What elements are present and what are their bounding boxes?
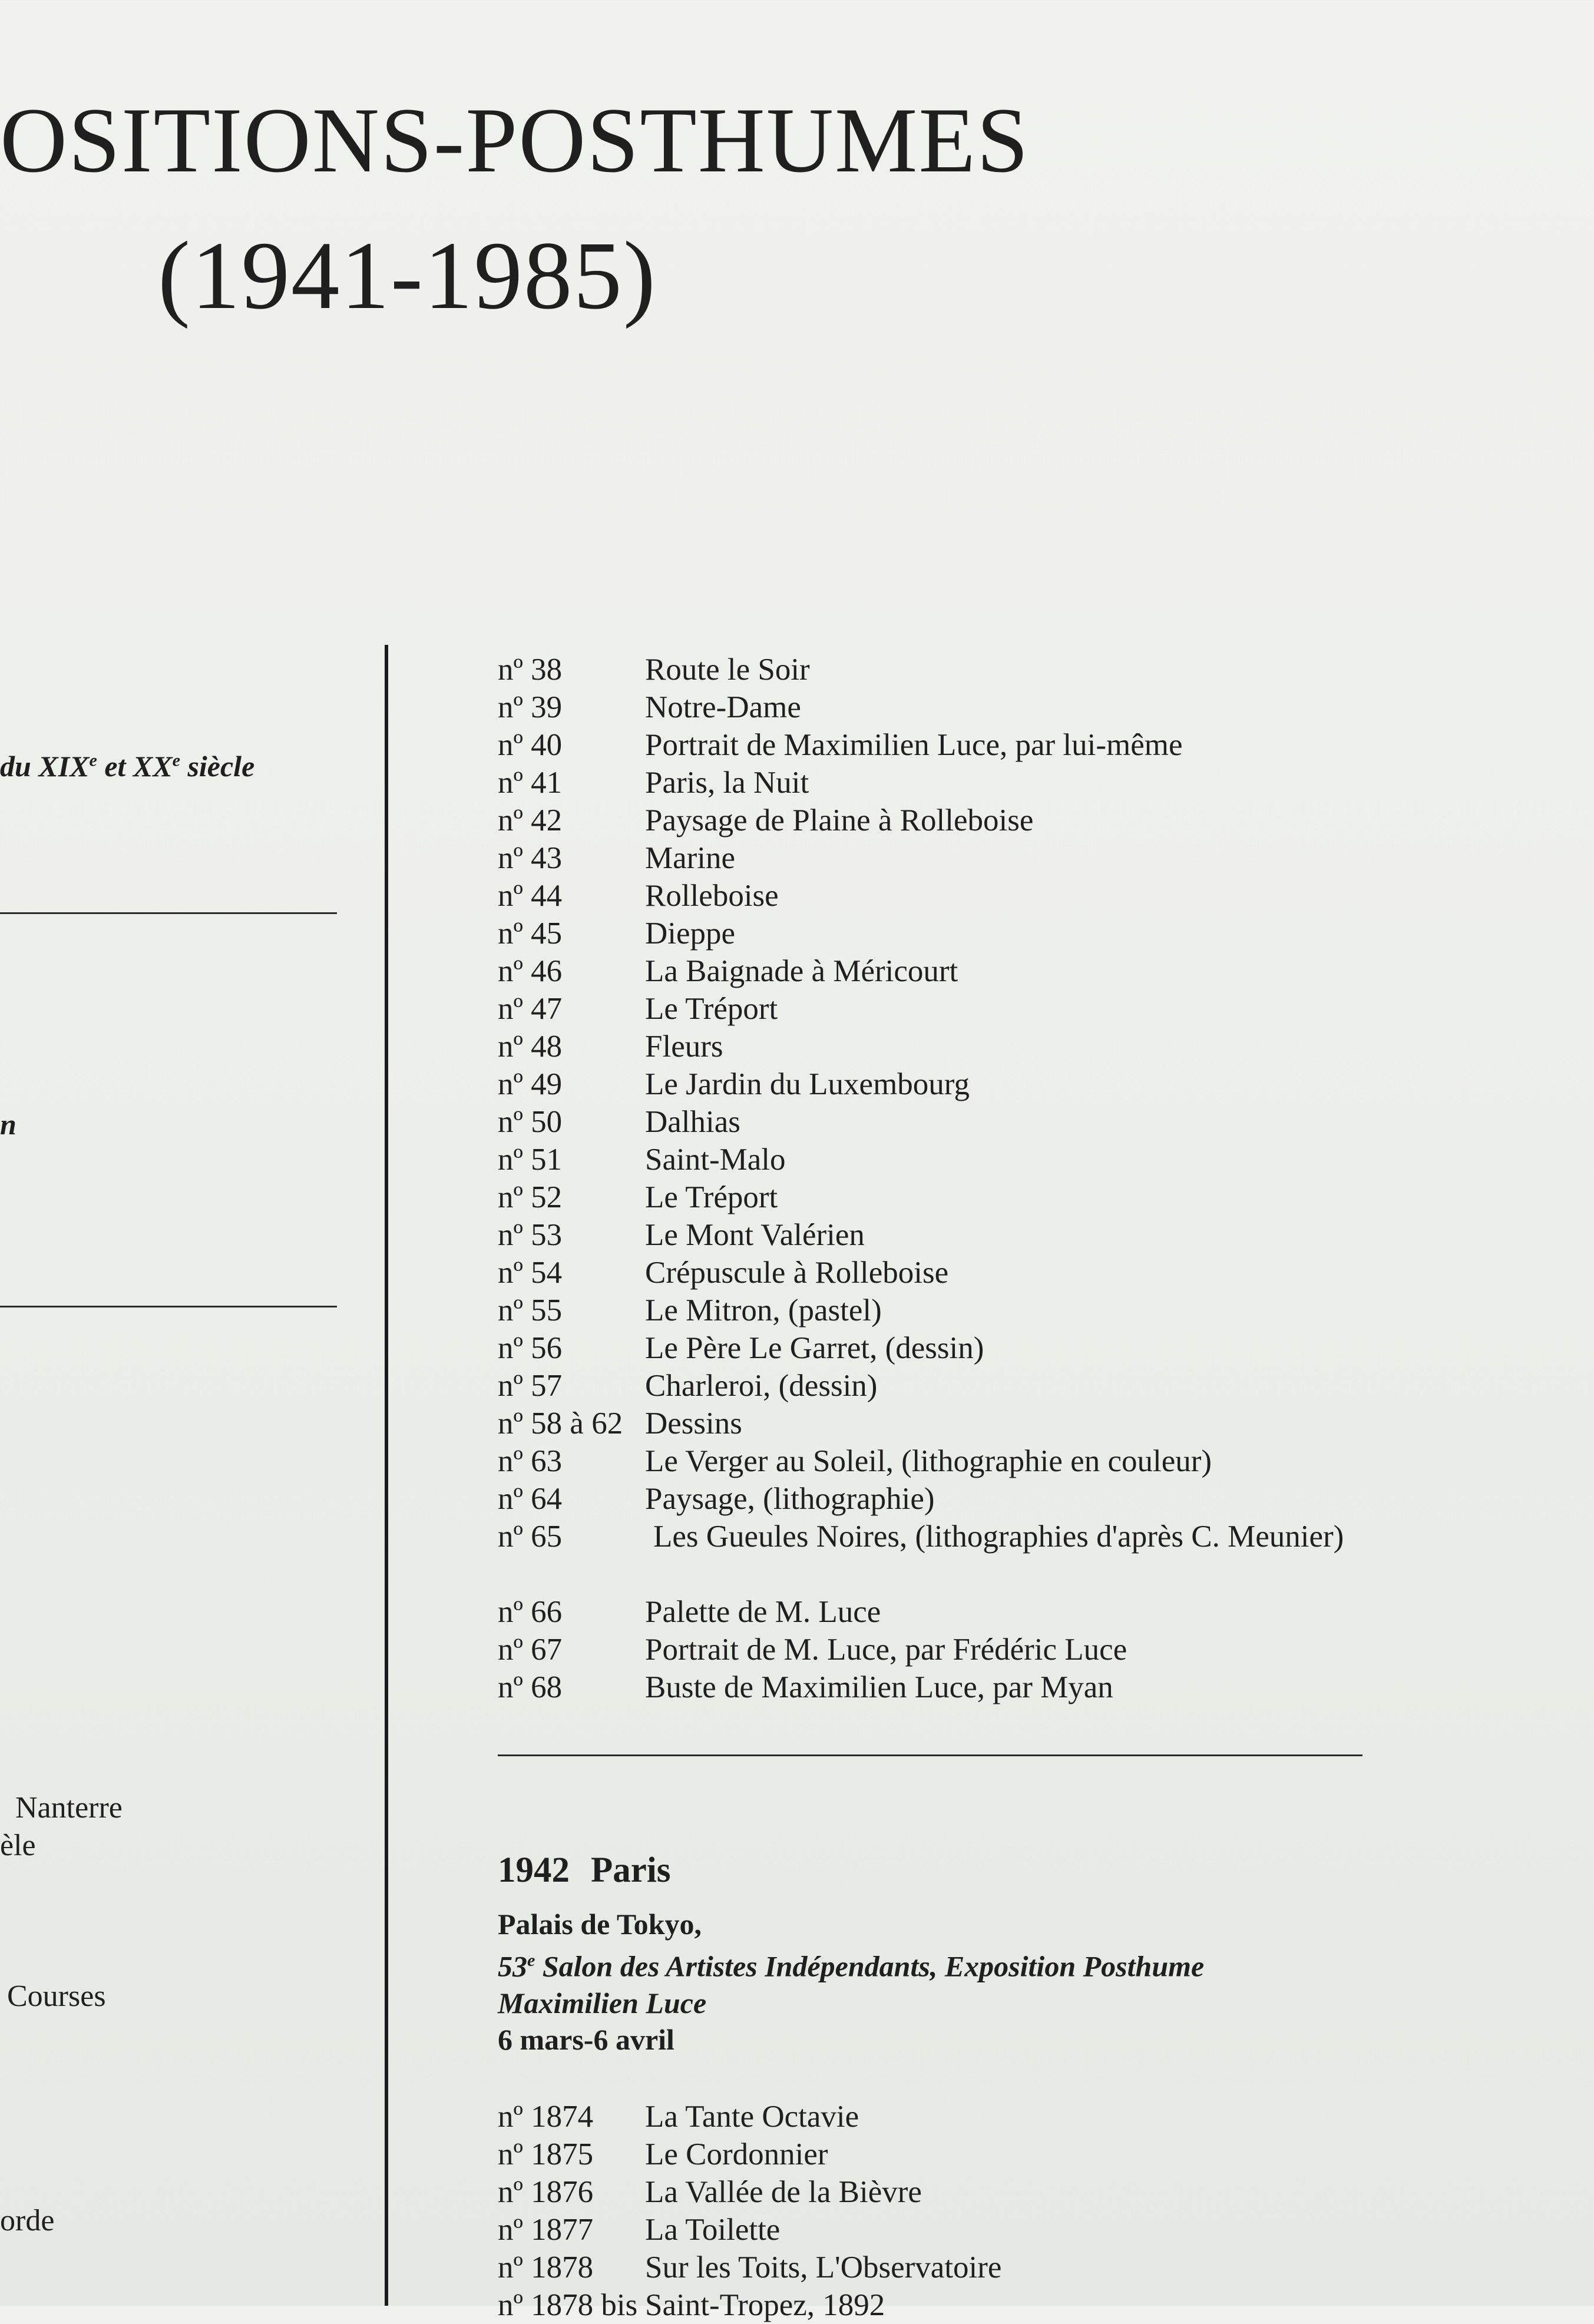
list-item: [498, 2098, 1364, 2136]
entry-number: nº 1877: [498, 2213, 594, 2247]
fragment-xix: XIX: [38, 750, 90, 783]
catalogue-list-1942: [498, 2098, 1364, 2324]
fragment-et: et: [97, 750, 133, 783]
list-item: [498, 726, 1364, 764]
list-item: [498, 764, 1364, 802]
list-item: [498, 952, 1364, 990]
entry-number: nº 66: [498, 1595, 563, 1629]
list-item: [498, 802, 1364, 839]
entry-title: Le Mitron, (pastel): [645, 1293, 882, 1327]
salon-name: Salon des Artistes Indépendants, Exposition Posthume: [535, 1949, 1205, 1983]
list-item: [498, 1631, 1364, 1668]
entry-title: Dalhias: [645, 1105, 740, 1139]
list-item: [498, 1216, 1364, 1254]
entry-number: nº 64: [498, 1482, 563, 1516]
entry-title: Les Gueules Noires, (lithographies d'après C. Meunier): [653, 1519, 1344, 1554]
entry-title: Paris, la Nuit: [645, 766, 809, 800]
entry-title: Crépuscule à Rolleboise: [645, 1256, 949, 1290]
list-item: [498, 1518, 1364, 1593]
section-year: 1942: [498, 1850, 570, 1890]
entry-title: Notre-Dame: [645, 690, 801, 724]
fragment-sup-e-2: e: [172, 750, 180, 770]
entry-number: nº 68: [498, 1670, 563, 1704]
section-dates: 6 mars-6 avril: [498, 2022, 674, 2056]
entry-number: nº 1876: [498, 2175, 594, 2209]
catalogue-list-1941: [498, 651, 1364, 1706]
list-item: [498, 1329, 1364, 1367]
list-item: [498, 2136, 1364, 2173]
entry-number: nº 40: [498, 728, 563, 762]
entry-title: Le Tréport: [645, 1180, 778, 1214]
list-item: [498, 1254, 1364, 1292]
entry-title: Sur les Toits, L'Observatoire: [645, 2250, 1002, 2285]
section-city: Paris: [591, 1850, 671, 1890]
fragment-siecle: siècle: [180, 750, 255, 783]
entry-title: Le Père Le Garret, (dessin): [645, 1331, 984, 1365]
entry-number: nº 54: [498, 1256, 563, 1290]
list-item: [498, 1442, 1364, 1480]
left-column-fragment-ele: èle: [0, 1829, 36, 1862]
entry-title: Saint-Tropez, 1892: [645, 2288, 885, 2322]
page-title-line-1: OSITIONS-POSTHUMES: [0, 89, 1030, 192]
entry-number: nº 57: [498, 1369, 563, 1403]
list-item: [498, 2286, 1364, 2324]
entry-number: nº 49: [498, 1067, 563, 1101]
entry-title: Charleroi, (dessin): [645, 1369, 878, 1403]
entry-title: Le Cordonnier: [645, 2137, 828, 2171]
left-column-fragment-century: [0, 749, 254, 783]
list-item: [498, 1103, 1364, 1141]
entry-title: Marine: [645, 841, 736, 875]
section-salon-title: [498, 1942, 1364, 1985]
entry-number: nº 55: [498, 1293, 563, 1327]
entry-title: La Tante Octavie: [645, 2100, 859, 2134]
entry-title: Paysage de Plaine à Rolleboise: [645, 803, 1034, 837]
entry-number: nº 1878: [498, 2250, 594, 2285]
entry-title: La Baignade à Méricourt: [645, 954, 958, 988]
entry-number: nº 42: [498, 803, 563, 837]
entry-number: nº 45: [498, 916, 563, 951]
entry-title: Le Verger au Soleil, (lithographie en couleur): [645, 1444, 1212, 1478]
left-column-fragment-n: n: [0, 1108, 16, 1141]
entry-number: nº 53: [498, 1218, 563, 1252]
left-column-divider-2: [0, 1306, 337, 1307]
entry-title: Portrait de M. Luce, par Frédéric Luce: [645, 1633, 1127, 1667]
column-separator: [385, 645, 388, 2306]
entry-number: nº 50: [498, 1105, 563, 1139]
entry-number: nº 41: [498, 766, 563, 800]
entry-number: nº 39: [498, 690, 563, 724]
entry-title: Le Mont Valérien: [645, 1218, 865, 1252]
list-item: [498, 688, 1364, 726]
entry-title: Paysage, (lithographie): [645, 1482, 935, 1516]
salon-ordinal-suffix: e: [527, 1951, 535, 1970]
list-item: [498, 1593, 1364, 1631]
salon-ordinal: 53: [498, 1949, 527, 1983]
list-item: [498, 1065, 1364, 1103]
list-item: [498, 915, 1364, 952]
fragment-xx: XX: [133, 750, 173, 783]
list-item: [498, 877, 1364, 915]
entry-title: Saint-Malo: [645, 1143, 786, 1177]
entry-title: Route le Soir: [645, 653, 810, 687]
list-item: [498, 1405, 1364, 1442]
left-column-divider-1: [0, 912, 337, 914]
list-item: [498, 839, 1364, 877]
left-column-fragment-nanterre: Nanterre: [15, 1791, 123, 1825]
entry-number: nº 38: [498, 653, 563, 687]
entry-number: nº 63: [498, 1444, 563, 1478]
left-column-fragment-courses: Courses: [7, 1979, 106, 2013]
exhibition-section-1942: [498, 1852, 1364, 2058]
list-item: [498, 1367, 1364, 1405]
list-item: [498, 651, 1364, 688]
list-item: [498, 1141, 1364, 1178]
entry-number: nº 1875: [498, 2137, 594, 2171]
left-column-fragment-orde: orde: [0, 2204, 55, 2237]
entry-title: Palette de M. Luce: [645, 1595, 881, 1629]
list-item: [498, 1178, 1364, 1216]
entry-title: Rolleboise: [645, 879, 779, 913]
entry-number: nº 46: [498, 954, 563, 988]
list-item: [498, 1028, 1364, 1065]
list-item: [498, 2211, 1364, 2249]
list-item: [498, 990, 1364, 1028]
entry-number: nº 52: [498, 1180, 563, 1214]
entry-number: nº 1878 bis: [498, 2288, 638, 2322]
entry-title: Le Jardin du Luxembourg: [645, 1067, 970, 1101]
section-salon-title-line-2: Maximilien Luce: [498, 1986, 707, 2020]
entry-number: nº 51: [498, 1143, 563, 1177]
entry-title: Fleurs: [645, 1029, 723, 1064]
list-item: [498, 2249, 1364, 2286]
entry-title: La Vallée de la Bièvre: [645, 2175, 922, 2209]
list-item: [498, 1668, 1364, 1706]
list-item: [498, 1480, 1364, 1518]
page-title-line-2: (1941-1985): [158, 221, 657, 329]
entry-number: nº 43: [498, 841, 563, 875]
entry-title: Dessins: [645, 1406, 742, 1441]
entry-title: Portrait de Maximilien Luce, par lui-même: [645, 728, 1183, 762]
list-item: [498, 1292, 1364, 1329]
section-venue: Palais de Tokyo,: [498, 1908, 702, 1941]
entry-title: Le Tréport: [645, 992, 778, 1026]
fragment-du: du: [0, 750, 39, 783]
entry-number: nº 1874: [498, 2100, 594, 2134]
entry-number: nº 58 à 62: [498, 1406, 623, 1441]
fragment-sup-e: e: [89, 750, 97, 770]
entry-title: La Toilette: [645, 2213, 781, 2247]
section-heading: [498, 1852, 1364, 1888]
entry-number: nº 44: [498, 879, 563, 913]
section-divider: [498, 1754, 1362, 1756]
entry-title: Buste de Maximilien Luce, par Myan: [645, 1670, 1113, 1704]
entry-title: Dieppe: [645, 916, 736, 951]
entry-number: nº 48: [498, 1029, 563, 1064]
entry-number: nº 56: [498, 1331, 563, 1365]
entry-number: nº 67: [498, 1633, 563, 1667]
list-item: [498, 2173, 1364, 2211]
entry-number: nº 65: [498, 1519, 563, 1554]
entry-number: nº 47: [498, 992, 563, 1026]
